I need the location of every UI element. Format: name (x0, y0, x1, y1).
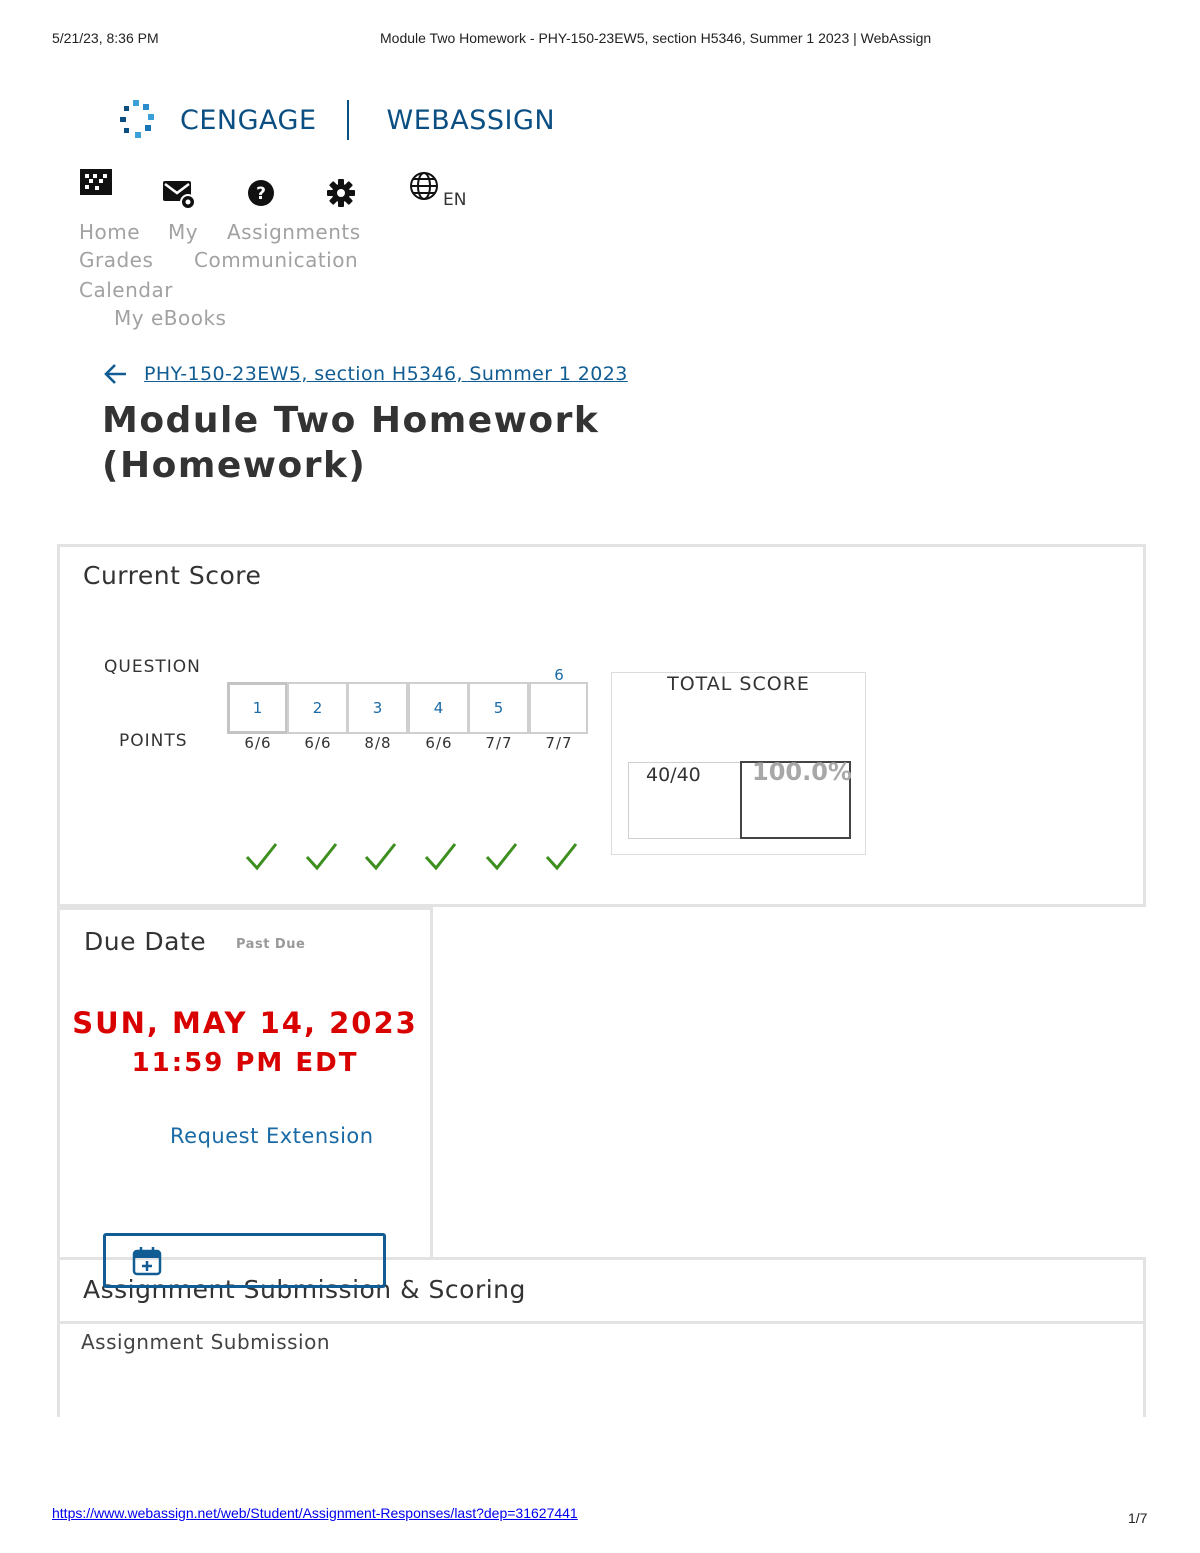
home-dashboard-icon[interactable] (79, 168, 115, 208)
svg-text:?: ? (256, 184, 266, 204)
brand-webassign: WEBASSIGN (386, 104, 556, 136)
add-to-calendar-button[interactable] (103, 1233, 386, 1288)
globe-icon (408, 170, 440, 202)
current-score-header (57, 544, 1146, 610)
current-score-body (57, 607, 1146, 907)
question-5-button[interactable]: 5 (468, 682, 529, 734)
question-label: QUESTION (104, 657, 201, 677)
request-extension-link[interactable]: Request Extension (170, 1124, 374, 1148)
settings-icon[interactable] (326, 178, 362, 218)
communication-icon[interactable] (162, 178, 198, 218)
print-datetime: 5/21/23, 8:36 PM (52, 30, 159, 46)
total-percent: 100.0% (752, 758, 852, 786)
question-4-points: 6/6 (425, 734, 453, 752)
question-6-number: 6 (554, 666, 564, 684)
total-points: 40/40 (646, 764, 701, 786)
arrow-left-icon (104, 363, 128, 385)
total-score-label: TOTAL SCORE (667, 673, 810, 695)
check-icon (242, 840, 282, 874)
help-icon[interactable] (246, 178, 282, 218)
question-4-button[interactable]: 4 (408, 682, 469, 734)
cengage-logo-icon (118, 98, 158, 142)
question-2-button[interactable]: 2 (287, 682, 348, 734)
check-icon (361, 840, 401, 874)
question-3-button[interactable]: 3 (347, 682, 408, 734)
nav-my-link[interactable]: My (168, 220, 199, 244)
question-6-points: 7/7 (545, 734, 573, 752)
submission-subheading: Assignment Submission (81, 1330, 331, 1354)
page-title-line1: Module Two Homework (102, 400, 600, 441)
nav-ebooks-link[interactable]: My eBooks (114, 306, 227, 330)
due-time-value: 11:59 PM EDT (131, 1048, 359, 1078)
due-date-value: SUN, MAY 14, 2023 (72, 1006, 418, 1040)
brand-cengage: CENGAGE (180, 104, 317, 136)
question-5-points: 7/7 (485, 734, 513, 752)
page-title-line2: (Homework) (102, 445, 367, 486)
question-6-button[interactable] (529, 682, 588, 734)
brand-divider (347, 100, 349, 140)
past-due-badge: Past Due (236, 937, 306, 952)
footer-page-number: 1/7 (1128, 1510, 1148, 1526)
check-icon (482, 840, 522, 874)
check-icon (302, 840, 342, 874)
nav-assignments-link[interactable]: Assignments (227, 220, 361, 244)
points-label: POINTS (119, 731, 188, 751)
footer-url-link[interactable]: https://www.webassign.net/web/Student/Assignment-Responses/last?dep=31627441 (52, 1505, 578, 1521)
brand-logo[interactable] (118, 96, 555, 144)
question-1-button[interactable]: 1 (227, 682, 288, 734)
nav-home-link[interactable]: Home (79, 220, 141, 244)
due-date-heading: Due Date (84, 927, 207, 956)
nav-calendar-link[interactable]: Calendar (79, 278, 173, 302)
page-title (102, 398, 599, 488)
check-icon (421, 840, 461, 874)
nav-communication-link[interactable]: Communication (194, 248, 359, 272)
question-1-points: 6/6 (244, 734, 272, 752)
calendar-add-icon (131, 1245, 163, 1277)
submission-heading: Assignment Submission & Scoring (83, 1275, 526, 1304)
course-back-link[interactable] (104, 363, 628, 385)
language-label: EN (443, 190, 467, 210)
due-date-header (57, 907, 433, 973)
course-link-text: PHY-150-23EW5, section H5346, Summer 1 2023 (144, 363, 628, 385)
check-icon (542, 840, 582, 874)
current-score-heading: Current Score (83, 561, 262, 590)
nav-grades-link[interactable]: Grades (79, 248, 154, 272)
print-page-title: Module Two Homework - PHY-150-23EW5, section H5346, Summer 1 2023 | WebAssign (380, 30, 932, 46)
question-2-points: 6/6 (304, 734, 332, 752)
question-3-points: 8/8 (364, 734, 392, 752)
